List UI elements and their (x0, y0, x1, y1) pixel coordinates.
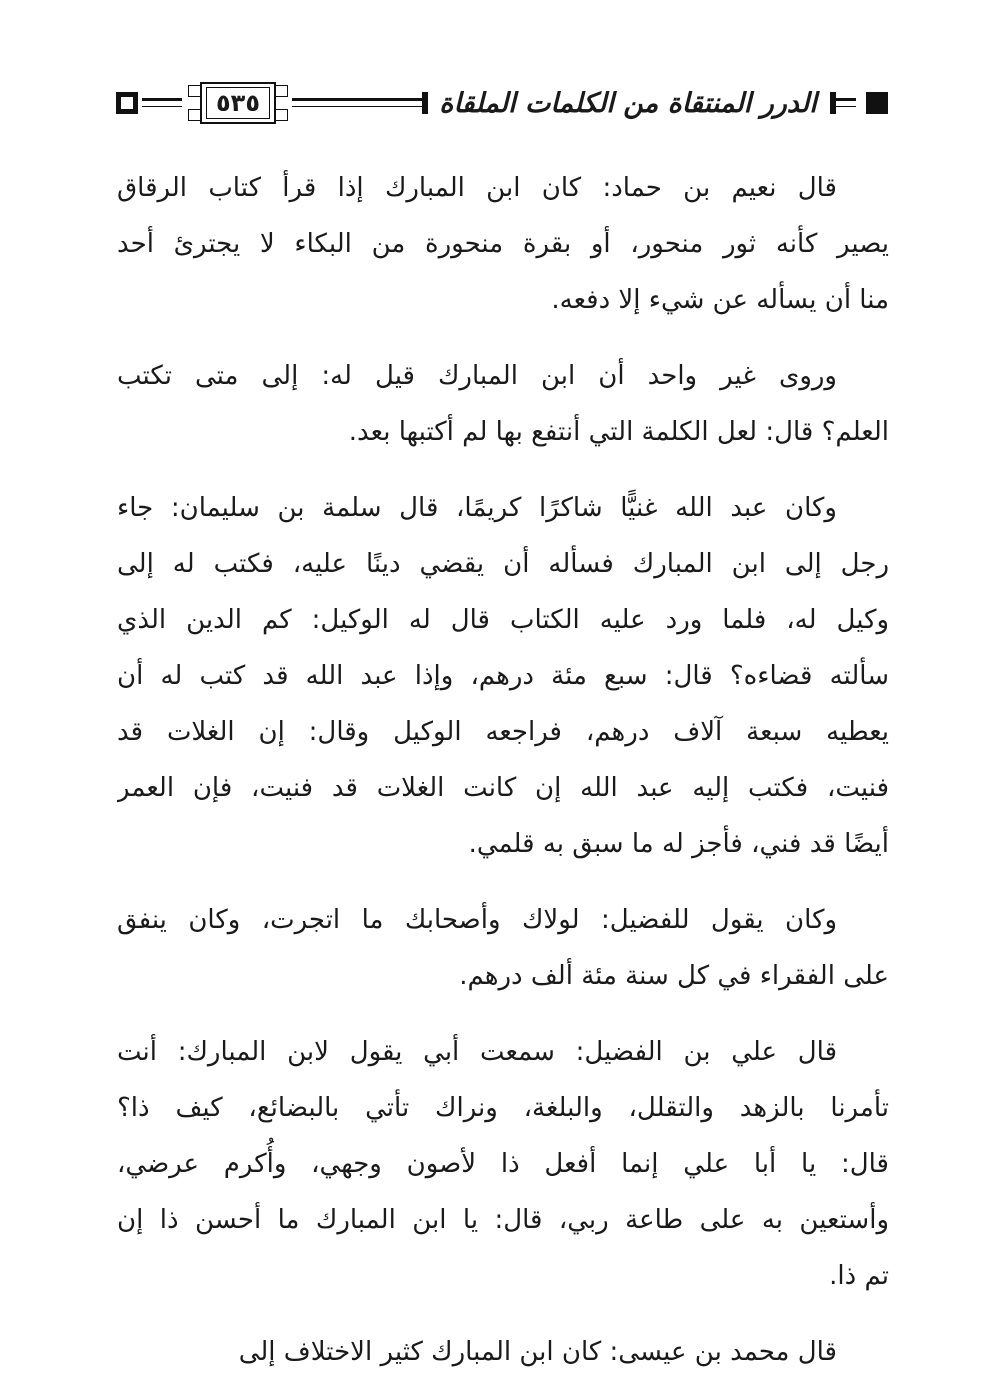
paragraph (117, 1324, 889, 1380)
text-line: على الفقراء في كل سنة مئة ألف درهم. (459, 961, 889, 991)
paragraph (117, 1024, 889, 1304)
text-line: وكان عبد الله غنيًّا شاكرًا كريمًا، قال سلمة بن سليمان: جاء (117, 493, 837, 523)
page-header (112, 78, 892, 128)
header-rule-end (422, 92, 428, 114)
paragraph (117, 480, 889, 872)
text-line: العلم؟ قال: لعل الكلمة التي أنتفع بها لم أكتبها بعد. (348, 417, 889, 447)
text-line: يعطيه سبعة آلاف درهم، فراجعه الوكيل وقال: إن الغلات قد (117, 717, 889, 747)
paragraph (117, 160, 889, 328)
text-line: يصير كأنه ثور منحور، أو بقرة منحورة من البكاء لا يجترئ أحد (117, 229, 889, 259)
header-rule (292, 98, 422, 107)
text-line: قال علي بن الفضيل: سمعت أبي يقول لابن المبارك: أنت (117, 1037, 837, 1067)
text-line: قال: يا أبا علي إنما أفعل ذا لأصون وجهي، وأُكرم عرضي، (117, 1149, 889, 1179)
page-number: ٥٣٥ (216, 89, 260, 117)
paragraph (117, 892, 889, 1004)
page-number-frame (188, 82, 288, 124)
text-line: قال نعيم بن حماد: كان ابن المبارك إذا قرأ كتاب الرقاق (117, 173, 837, 203)
text-line: فنيت، فكتب إليه عبد الله إن كانت الغلات قد فنيت، فإن العمر (117, 773, 889, 803)
text-line: وكان يقول للفضيل: لولاك وأصحابك ما اتجرت، وكان ينفق (117, 905, 837, 935)
text-line: أيضًا قد فني، فأجز له ما سبق به قلمي. (468, 829, 889, 859)
text-line: وكيل له، فلما ورد عليه الكتاب قال له الوكيل: كم الدين الذي (117, 605, 889, 635)
text-line: تأمرنا بالزهد والتقلل، والبلغة، ونراك تأتي بالبضائع، كيف ذا؟ (117, 1093, 889, 1123)
text-line: وروى غير واحد أن ابن المبارك قيل له: إلى متى تكتب (117, 361, 837, 391)
text-line: رجل إلى ابن المبارك فسأله أن يقضي دينًا عليه، فكتب له إلى (117, 549, 889, 579)
ornament-square-right (866, 92, 888, 114)
header-rule (142, 98, 182, 107)
book-title: الدرر المنتقاة من الكلمات الملقاة (439, 87, 817, 119)
text-line: وأستعين به على طاعة ربي، قال: يا ابن المبارك ما أحسن ذا إن (117, 1205, 889, 1235)
page-body (117, 160, 889, 1400)
text-line: قال محمد بن عيسى: كان ابن المبارك كثير الاختلاف إلى (238, 1337, 837, 1367)
text-line: سألته قضاءه؟ قال: سبع مئة درهم، وإذا عبد الله قد كتب له أن (117, 661, 889, 691)
paragraph (117, 348, 889, 460)
frame-ornament (274, 109, 288, 121)
frame-ornament (274, 85, 288, 97)
header-rule (834, 98, 856, 107)
text-line: تم ذا. (829, 1261, 889, 1291)
ornament-square-left (116, 92, 138, 114)
text-line: منا أن يسأله عن شيء إلا دفعه. (551, 285, 889, 315)
